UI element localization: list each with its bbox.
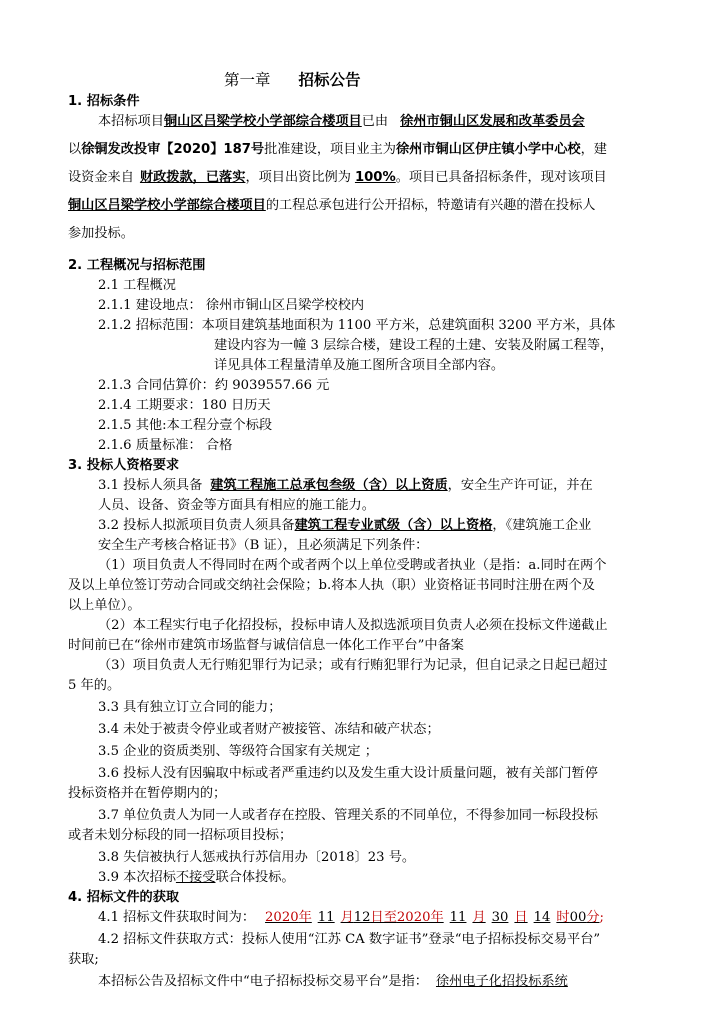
s3-line-18: 或者未划分标段的同一招标项目投标；	[68, 828, 293, 843]
s3-line-9: 时间前已在“徐州市建筑市场监督与诚信信息一体化工作平台”中备案	[68, 638, 464, 653]
s1-line-1: 本招标项目铜山区吕梁学校小学部综合楼项目已由 徐州市铜山区发展和改革委员会	[98, 114, 585, 129]
s3-line-10: （3）项目负责人无行贿犯罪行为记录；或有行贿犯罪行为记录，但自记录之日起已超过	[98, 658, 608, 673]
s4-line-2: 4.2 招标文件获取方式：投标人使用“江苏 CA 数字证书”登录“电子招标投标交易平台”	[98, 932, 601, 947]
s3-line-16: 投标资格并在暂停期内的；	[68, 786, 227, 801]
s3-line-11: 5 年的。	[68, 678, 121, 693]
s3-line-15: 3.6 投标人没有因骗取中标或者严重违约以及发生重大设计质量问题，被有关部门暂停	[98, 766, 598, 781]
s3-line-12: 3.3 具有独立订立合同的能力；	[98, 700, 282, 715]
page-title: 第一章 招标公告	[224, 71, 361, 89]
s3-line-13: 3.4 未处于被责令停业或者财产被接管、冻结和破产状态；	[98, 722, 440, 737]
s2-line-9: 2.1.6 质量标准： 合格	[98, 438, 233, 453]
section-4-heading: 4. 招标文件的获取	[68, 890, 180, 905]
s2-line-1: 2.1 工程概况	[98, 278, 176, 293]
s3-line-3: 3.2 投标人拟派项目负责人须具备建筑工程专业贰级（含）以上资格，《建筑施工企业	[98, 518, 592, 533]
acquisition-time: 2020年 11 月12日至2020年 11 月 30 日 14 时00分	[265, 910, 600, 925]
s3-line-5: （1）项目负责人不得同时在两个或者两个以上单位受聘或者执业（是指：a.同时在两个	[98, 558, 607, 573]
s3-line-8: （2）本工程实行电子化招投标，投标申请人及拟选派项目负责人必须在投标文件递截止	[98, 618, 608, 633]
s3-line-1: 3.1 投标人须具备 建筑工程施工总承包叁级（含）以上资质，安全生产许可证，并在	[98, 478, 593, 493]
s3-line-2: 人员、设备、资金等方面具有相应的施工能力。	[98, 498, 375, 513]
s3-line-7: 以上单位）。	[68, 598, 141, 613]
s4-line-3: 获取;	[68, 952, 99, 967]
s3-line-6: 及以上单位签订劳动合同或交纳社会保险；b.将本人执（职）业资格证书同时注册在两个及	[68, 578, 595, 593]
s3-line-17: 3.7 单位负责人为同一人或者存在控股、管理关系的不同单位，不得参加同一标段投标	[98, 808, 598, 823]
s2-line-5: 详见具体工程量清单及施工图所含项目全部内容。	[214, 358, 505, 373]
s1-line-4: 铜山区吕梁学校小学部综合楼项目的工程总承包进行公开招标，特邀请有兴趣的潜在投标人	[68, 198, 596, 213]
s2-line-2: 2.1.1 建设地点： 徐州市铜山区吕梁学校校内	[98, 298, 365, 313]
s3-line-4: 安全生产考核合格证书》（B 证），且必须满足下列条件：	[98, 538, 429, 553]
s3-line-20: 3.9 本次招标不接受联合体投标。	[98, 870, 295, 885]
s1-line-2: 以徐铜发改投审【2020】187号批准建设，项目业主为徐州市铜山区伊庄镇小学中心校，建	[68, 142, 607, 157]
s1-line-3: 设资金来自 财政拨款，已落实，项目出资比例为 100%。项目已具备招标条件，现对该项目	[68, 170, 607, 185]
section-1-heading: 1. 招标条件	[68, 94, 140, 109]
s3-line-14: 3.5 企业的资质类别、等级符合国家有关规定 ；	[98, 744, 378, 759]
s2-line-7: 2.1.4 工期要求：180 日历天	[98, 398, 271, 413]
s2-line-6: 2.1.3 合同估算价：约 9039557.66 元	[98, 378, 330, 393]
s4-line-4: 本招标公告及招标文件中“电子招标投标交易平台”是指： 徐州电子化招投标系统	[98, 974, 568, 989]
s3-line-19: 3.8 失信被执行人惩戒执行苏信用办〔2018〕23 号。	[98, 850, 416, 865]
s4-line-1: 4.1 招标文件获取时间为： 2020年 11 月12日至2020年 11 月 30 日 14 时00分;	[98, 910, 604, 925]
s2-line-3: 2.1.2 招标范围：本项目建筑基地面积为 1100 平方米，总建筑面积 3200 平方米，具体	[98, 318, 616, 333]
s2-line-4: 建设内容为一幢 3 层综合楼，建设工程的土建、安装及附属工程等，	[214, 338, 614, 353]
s2-line-8: 2.1.5 其他:本工程分壹个标段	[98, 418, 273, 433]
section-2-heading: 2. 工程概况与招标范围	[68, 258, 206, 273]
section-3-heading: 3. 投标人资格要求	[68, 458, 180, 473]
s1-line-5: 参加投标。	[68, 226, 134, 241]
